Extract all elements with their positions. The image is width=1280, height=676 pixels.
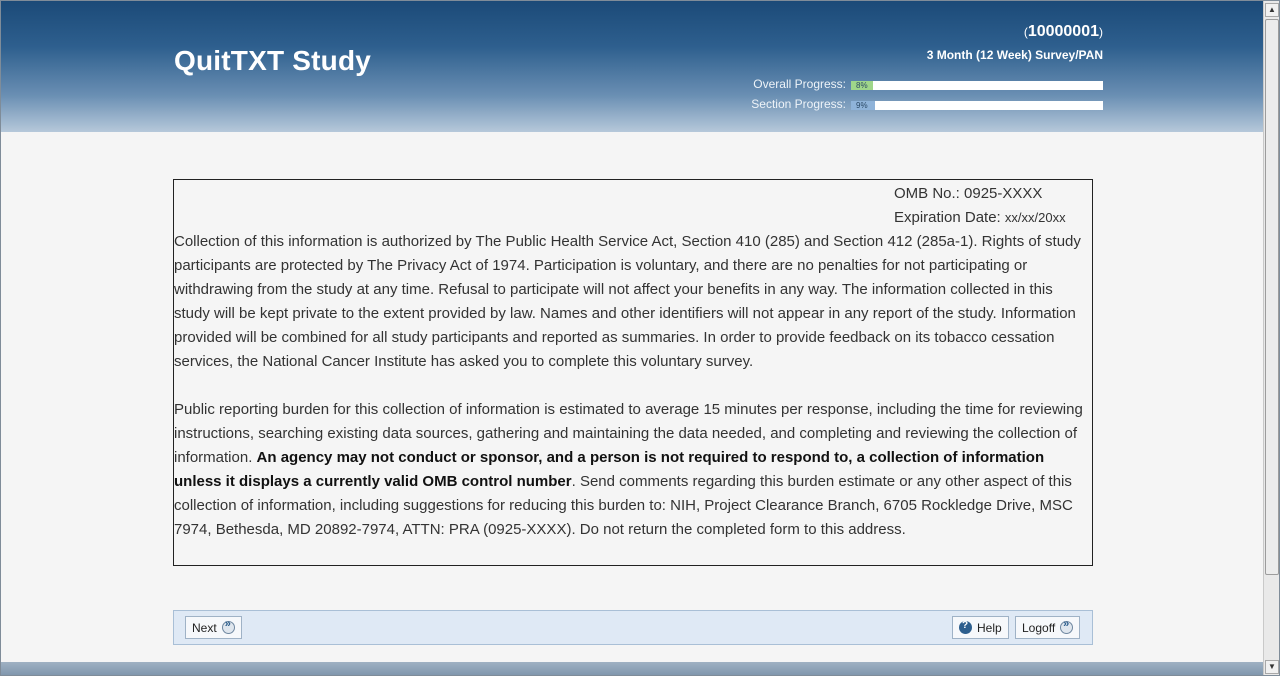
scrollbar-thumb[interactable] (1265, 19, 1279, 575)
overall-progress-row (701, 77, 1103, 91)
section-progress-fill (851, 101, 875, 110)
next-arrow-icon (222, 621, 235, 634)
vertical-scrollbar[interactable] (1263, 1, 1279, 676)
omb-notice-box (173, 179, 1093, 566)
paren-open: ( (1023, 25, 1028, 39)
overall-progress-label: Overall Progress: (753, 77, 846, 91)
section-progress-label: Section Progress: (751, 97, 846, 111)
section-progress-bar (851, 101, 1103, 110)
section-progress-row (701, 97, 1103, 111)
omb-info (894, 182, 1066, 230)
omb-number: OMB No.: 0925-XXXX (894, 185, 1043, 202)
participant-id-value: 10000001 (1027, 23, 1099, 40)
help-button-label: Help (977, 620, 1002, 635)
authorization-paragraph: Collection of this information is authorized by The Public Health Service Act, Section 410 (285) and Section 412 (285a-1). Rights of study participants are protected by The Privacy Act of 1974. Participation is voluntary, and there are no penalties for not participating or withdrawing from the study at any time. Refusal to participate will not affect your benefits in any way. The information collected in this study will be kept private to the extent provided by law. Names and other identifiers will not appear in any report of the study. Information provided will be combined for all study participants and reported as summaries. In order to provide feedback on its tobacco cessation services, the National Cancer Institute has asked you to complete this voluntary survey. (174, 233, 1081, 370)
overall-progress-bar (851, 81, 1103, 90)
nav-bar (173, 610, 1093, 645)
survey-name: 3 Month (12 Week) Survey/PAN (926, 48, 1103, 62)
overall-progress-percent: 8% (856, 81, 868, 90)
section-progress-percent: 9% (856, 101, 868, 110)
notice-text (174, 230, 1092, 566)
burden-text-start: Public reporting burden for this collection of information is estimated to average 15 minutes per response, including the time for reviewing instructions, searching existing data sources, gathering and maintaining the data needed, and completing and reviewing the collection of information. (174, 401, 1083, 466)
paren-close: ) (1099, 25, 1103, 39)
expiration-date (894, 206, 1066, 230)
overall-progress-fill (851, 81, 873, 90)
expiration-value: xx/xx/20xx (1004, 210, 1066, 225)
help-button[interactable] (952, 616, 1009, 639)
logoff-button-label: Logoff (1022, 620, 1056, 635)
burden-text-end: . Send comments regarding this burden estimate or any other aspect of this collection of information, including suggestions for reducing this burden to: NIH, Project Clearance Branch, 6705 Rockledge Drive, MSC 7974, Bethesda, MD 20892-7974, ATTN: PRA (0925-XXXX). Do not return the completed form to this address. (174, 473, 1073, 538)
participant-id (1024, 23, 1103, 41)
help-icon (959, 621, 972, 634)
next-button[interactable] (185, 616, 242, 639)
scroll-down-icon[interactable]: ▼ (1265, 660, 1279, 674)
burden-text-bold: An agency may not conduct or sponsor, and a person is not required to respond to, a collection of information unless it displays a currently valid OMB control number (174, 449, 1045, 490)
page-header (1, 1, 1263, 132)
next-button-label: Next (192, 620, 217, 635)
scroll-up-icon[interactable]: ▲ (1265, 3, 1279, 17)
page-footer (1, 662, 1263, 676)
app-title: QuitTXT Study (174, 45, 372, 76)
logoff-button[interactable] (1015, 616, 1080, 639)
logoff-arrow-icon (1060, 621, 1073, 634)
expiration-label: Expiration Date: (894, 209, 1005, 226)
burden-paragraph (174, 398, 1092, 542)
